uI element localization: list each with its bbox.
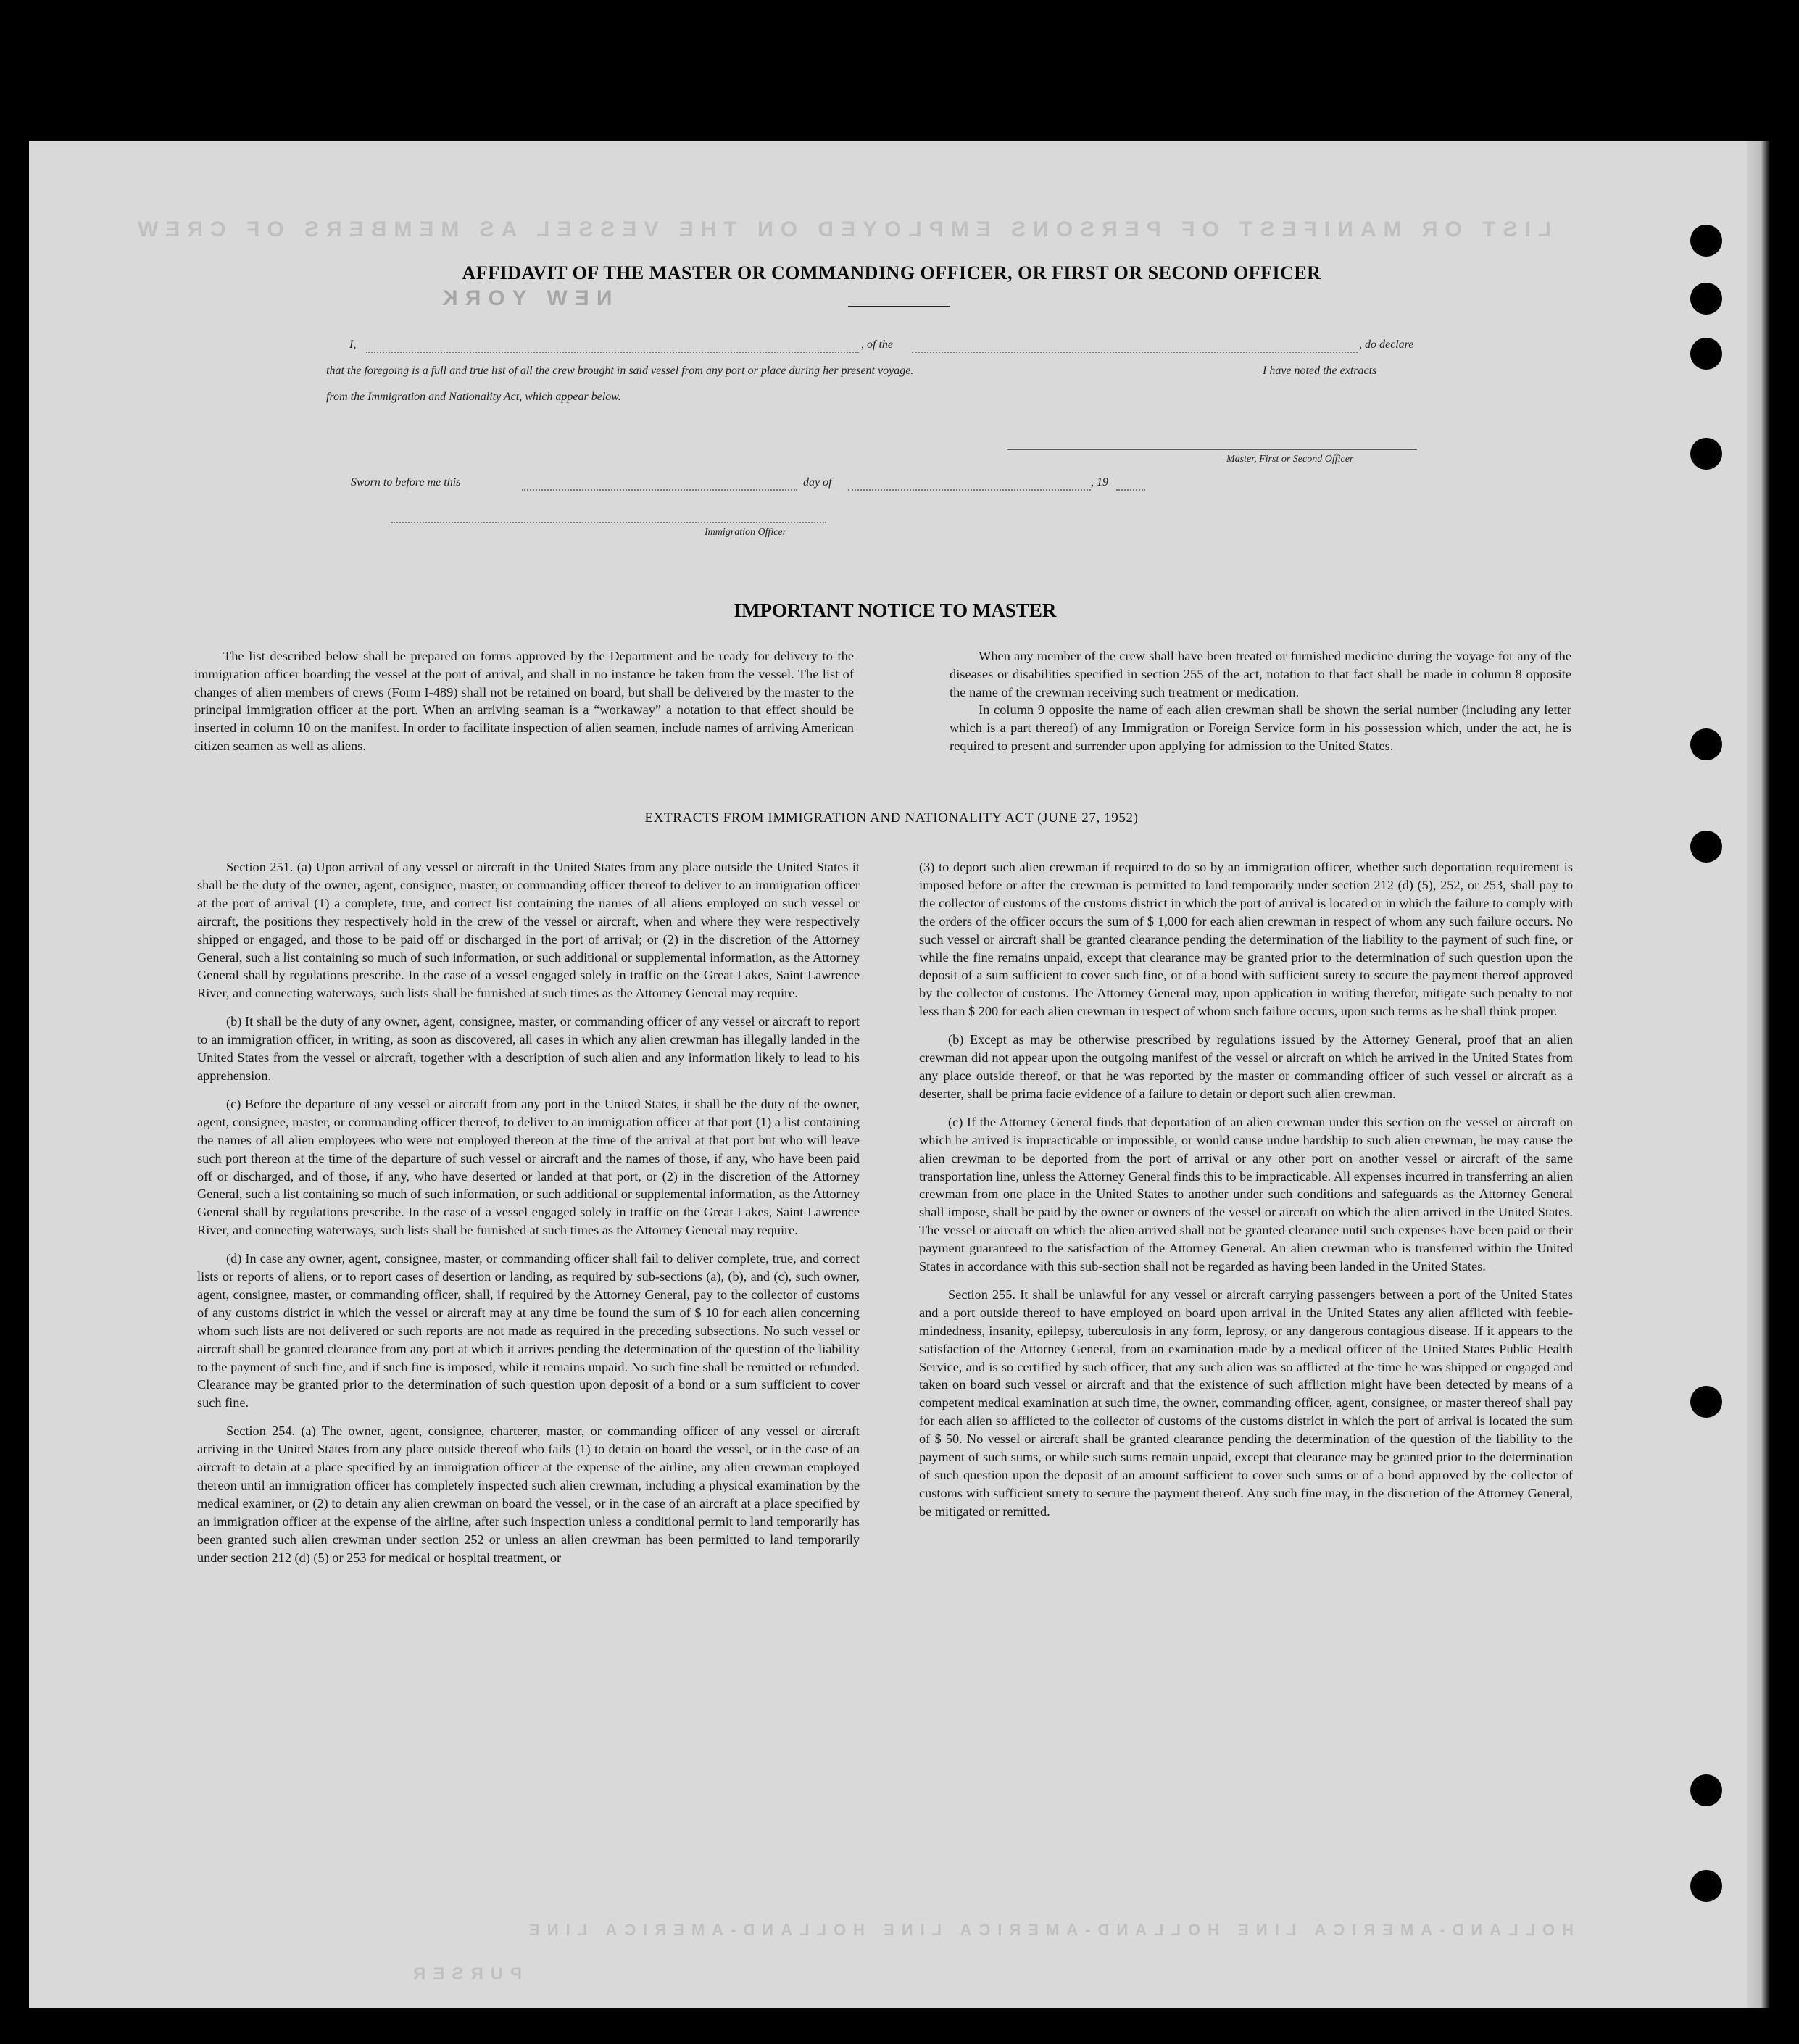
sworn-day-line[interactable]: [522, 489, 797, 491]
master-signature-line[interactable]: [1007, 449, 1417, 450]
show-through-heading: LIST OR MANIFEST OF PERSONS EMPLOYED ON THE VESSEL AS MEMBERS OF CREW: [130, 217, 1552, 241]
section-251-c: (c) Before the departure of any vessel or aircraft from any port in the United States, it shall be the duty of the owner, agent, consignee, master, or commanding officer thereof, to deliver to an immigration officer at that port (1) a list containing the names of all alien employees who were not employed thereon at the time of the arrival at that port but who will leave such port thereon at the time of the departure of such vessel or aircraft and the names of those, if any, who have been paid off or discharged, and of those, if any, who have deserted or landed at that port, or (2) in the discretion of the Attorney General, such a list containing so much of such information, or such additional or supplemental information, as the Attorney General shall by regulations prescribe. In the case of a vessel engaged solely in traffic on the Great Lakes, Saint Lawrence River, and connecting waterways, such lists shall be furnished at such times as the Attorney General may require.: [197, 1096, 860, 1238]
section-254-b: (b) Except as may be otherwise prescribed by regulations issued by the Attorney General, proof that an alien crewman did not appear upon the outgoing manifest of the vessel or aircraft on which he arrived in the United States from any place outside thereof, or that he was reported by the master or commanding officer of such vessel or aircraft as a deserter, shall be prima facie evidence of a failure to detain or deport such alien crewman.: [919, 1032, 1573, 1101]
declaration-line: that the foregoing is a full and true list of all the crew brought in said vessel from any port or place during her present voyage.: [326, 365, 914, 377]
sheet-torn-edge: [1747, 141, 1770, 2008]
section-254-c: (c) If the Attorney General finds that deportation of an alien crewman under this section on the vessel or aircraft on which he arrived is impracticable or impossible, or would cause undue hardship to such alien crewman, he may cause the alien crewman to be deported from the port of arrival or any other port on another vessel or aircraft of the same transportation line, unless the Attorney General finds this to be impracticable. All expenses incurred in transferring an alien crewman from one place in the United States to another under such conditions and safeguards as the Attorney General shall impose, shall be paid by the owner or owners of the vessel or aircraft on which the alien arrived in the United States. The vessel or aircraft on which the alien arrived shall not be granted clearance until such expenses have been paid or their payment guaranteed to the satisfaction of the Attorney General. An alien crewman who is transferred within the United States in accordance with this sub-section shall not be regarded as having been landed in the United States.: [919, 1114, 1573, 1274]
affidavit-title: AFFIDAVIT OF THE MASTER OR COMMANDING OFFICER, OR FIRST OR SECOND OFFICER: [462, 262, 1321, 283]
vessel-line[interactable]: [912, 352, 1358, 353]
section-254-a: Section 254. (a) The owner, agent, consignee, charterer, master, or commanding officer of any vessel or aircraft arriving in the United States from any place outside thereof who fails (1) to detain on board the vessel, or in the case of an aircraft to detain at a place specified by an immigration officer at the expense of the airline, any alien crewman employed thereon until an immigration officer has completely inspected such alien crewman, including a physical examination by the medical examiner, or (2) to detain any alien crewman on board the vessel, or in the case of an aircraft at a place specified by an immigration officer at the expense of the airline, after such inspection unless a conditional permit to land temporarily has been granted such alien crewman under section 252 or unless an alien crewman has been permitted to land temporarily under section 212 (d) (5) or 253 for medical or hospital treatment, or: [197, 1424, 860, 1565]
sworn-label: Sworn to before me this: [351, 476, 461, 489]
declaration-line-extracts: I have noted the extracts: [1263, 365, 1377, 377]
section-254-a-continued: (3) to deport such alien crewman if required to do so by an immigration officer, whether such deportation requirement is imposed before or after the crewman is permitted to land temporarily under section 212 (d) (5), 252, or 253, shall pay to the collector of customs of the customs district in which the port of arrival is located or in which the failure to comply with the orders of the officer occurs the sum of $ 1,000 for each alien crewman in respect of whom any such failure occurs. No such vessel or aircraft shall be granted clearance pending the determination of the liability to the payment of such fine, or while the fine remains unpaid, except that clearance may be granted prior to the determination of such question upon the deposit of a sum sufficient to cover such fine, or of a bond with sufficient surety to secure the payment thereof approved by the collector of customs. The Attorney General may, upon application in writing therefor, mitigate such penalty to not less than $ 200 for each alien crewman in respect of whom such failure occurs, upon such terms as he shall think proper.: [919, 860, 1573, 1019]
punch-hole: [1690, 1870, 1722, 1902]
notice-title: IMPORTANT NOTICE TO MASTER: [734, 599, 1057, 621]
declaration-line-act: from the Immigration and Nationality Act, which appear below.: [326, 391, 621, 403]
punch-hole: [1690, 283, 1722, 315]
punch-hole: [1690, 338, 1722, 370]
extracts-left-column: [197, 858, 860, 1577]
show-through-stamp: NEW YORK: [435, 286, 612, 310]
day-of-label: day of: [803, 476, 832, 489]
section-251-d: (d) In case any owner, agent, consignee, master, or commanding officer shall fail to deliver complete, true, and correct lists or reports of aliens, or to report cases of desertion or landing, as required by sub-sections (a), (b), and (c), such owner, agent, consignee, master, or commanding officer, shall, if required by the Attorney General, pay to the collector of customs of any customs district in which the vessel or aircraft may at any time be found the sum of $ 10 for each alien concerning whom such lists are not delivered or such reports are not made as required in the preceding subsections. No such vessel or aircraft shall be granted clearance from any port at which it arrives pending the determination of the question of the liability to the payment of such fine, and if such fine is imposed, while it remains unpaid. No such fine shall be remitted or refunded. Clearance may be granted prior to the determination of such question upon deposit of a bond or a sum sufficient to cover such fine.: [197, 1251, 860, 1411]
section-251-a: Section 251. (a) Upon arrival of any vessel or aircraft in the United States from any place outside the United States it shall be the duty of the owner, agent, consignee, master, or commanding officer thereof to deliver to an immigration officer at the port of arrival (1) a complete, true, and correct list containing the names of all aliens employed on such vessel or aircraft, the positions they respectively hold in the crew of the vessel or aircraft, when and where they were respectively shipped or engaged, and those to be paid off or discharged in the port of arrival; or (2) in the discretion of the Attorney General, such a list containing so much of such information, or such additional or supplemental information, as the Attorney General shall by regulations prescribe. In the case of a vessel engaged solely in traffic on the Great Lakes, Saint Lawrence River, and connecting waterways, such lists shall be furnished at such times as the Attorney General may require.: [197, 860, 860, 1001]
show-through-bottom: HOLLAND-AMERICA LINE HOLLAND-AMERICA LINE HOLLAND-AMERICA LINE: [522, 1921, 1574, 1939]
notice-right-text-2: In column 9 opposite the name of each alien crewman shall be shown the serial number (including any letter which is a part thereof) of any Immigration or Foreign Service form in his possession which, under the act, he is required to present and surrender upon applying for admission to the United States.: [950, 702, 1571, 753]
master-caption: Master, First or Second Officer: [1226, 454, 1354, 465]
notice-left-text: The list described below shall be prepared on forms approved by the Department and be ready for delivery to the immigration officer boarding the vessel at the port of arrival, and shall in no instance be taken from the vessel. The list of changes of alien members of crews (Form I-489) shall not be retained on board, but shall be delivered by the master to the principal immigration officer at the port. When an arriving seaman is a “workaway” a notation to that effect should be inserted in column 10 on the manifest. In order to facilitate inspection of alien seamen, include names of arriving American citizen seamen as well as aliens.: [194, 649, 854, 753]
i-label: I,: [349, 338, 357, 351]
title-rule: [848, 306, 950, 307]
notice-right: [950, 647, 1571, 755]
punch-hole: [1690, 1386, 1722, 1418]
notice-left: [194, 647, 854, 755]
punch-hole: [1690, 728, 1722, 760]
punch-hole: [1690, 831, 1722, 863]
of-the-label: , of the: [861, 338, 893, 351]
sworn-year-line[interactable]: [1116, 489, 1145, 491]
do-declare-label: , do declare: [1359, 338, 1414, 351]
section-255: Section 255. It shall be unlawful for any vessel or aircraft carrying passengers between a port of the United States and a port outside thereof to have employed on board upon arrival in the United States any alien afflicted with feeble-mindedness, insanity, epilepsy, tuberculosis in any form, leprosy, or any dangerous contagious disease. If it appears to the satisfaction of the Attorney General, from an examination made by a medical officer of the United States Public Health Service, and is so certified by such officer, that any such alien was so afflicted at the time he was shipped or engaged and taken on board such vessel or aircraft and that the existence of such affliction might have been detected by means of a competent medical examination at such time, the owner, commanding officer, agent, consignee, or master thereof shall pay for each alien so afflicted to the collector of customs of the customs district in which the port of arrival is located the sum of $ 50. No vessel or aircraft shall be granted clearance pending the determination of the question of the liability to the payment of such sums, or while such sums remain unpaid, except that clearance may be granted prior to the determination of such question upon the deposit of an amount sufficient to cover such sums or of a bond approved by the collector of customs with sufficient surety to secure the payment thereof. Any such fine may, in the discretion of the Attorney General, be mitigated or remitted.: [919, 1287, 1573, 1519]
punch-hole: [1690, 438, 1722, 470]
punch-hole: [1690, 1774, 1722, 1806]
extracts-right-column: [919, 858, 1573, 1531]
sworn-month-line[interactable]: [848, 489, 1091, 491]
extracts-title: EXTRACTS FROM IMMIGRATION AND NATIONALITY ACT (JUNE 27, 1952): [644, 810, 1139, 826]
show-through-purser: PURSER: [406, 1964, 523, 1984]
section-251-b: (b) It shall be the duty of any owner, agent, consignee, master, or commanding officer of any vessel or aircraft to report to an immigration officer, in writing, as soon as discovered, all cases in which any alien crewman has illegally landed in the United States from the vessel or aircraft, together with a description of such alien and any information likely to lead to his apprehension.: [197, 1014, 860, 1083]
notice-right-text-1: When any member of the crew shall have been treated or furnished medicine during the voyage for any of the diseases or disabilities specified in section 255 of the act, notation to that fact shall be made in column 8 opposite the name of the crewman receiving such treatment or medication.: [950, 649, 1571, 699]
officer-caption: Immigration Officer: [705, 527, 787, 538]
year-label: , 19: [1091, 476, 1108, 489]
punch-hole: [1690, 225, 1722, 257]
name-line[interactable]: [366, 352, 859, 353]
officer-signature-line[interactable]: [391, 522, 826, 523]
